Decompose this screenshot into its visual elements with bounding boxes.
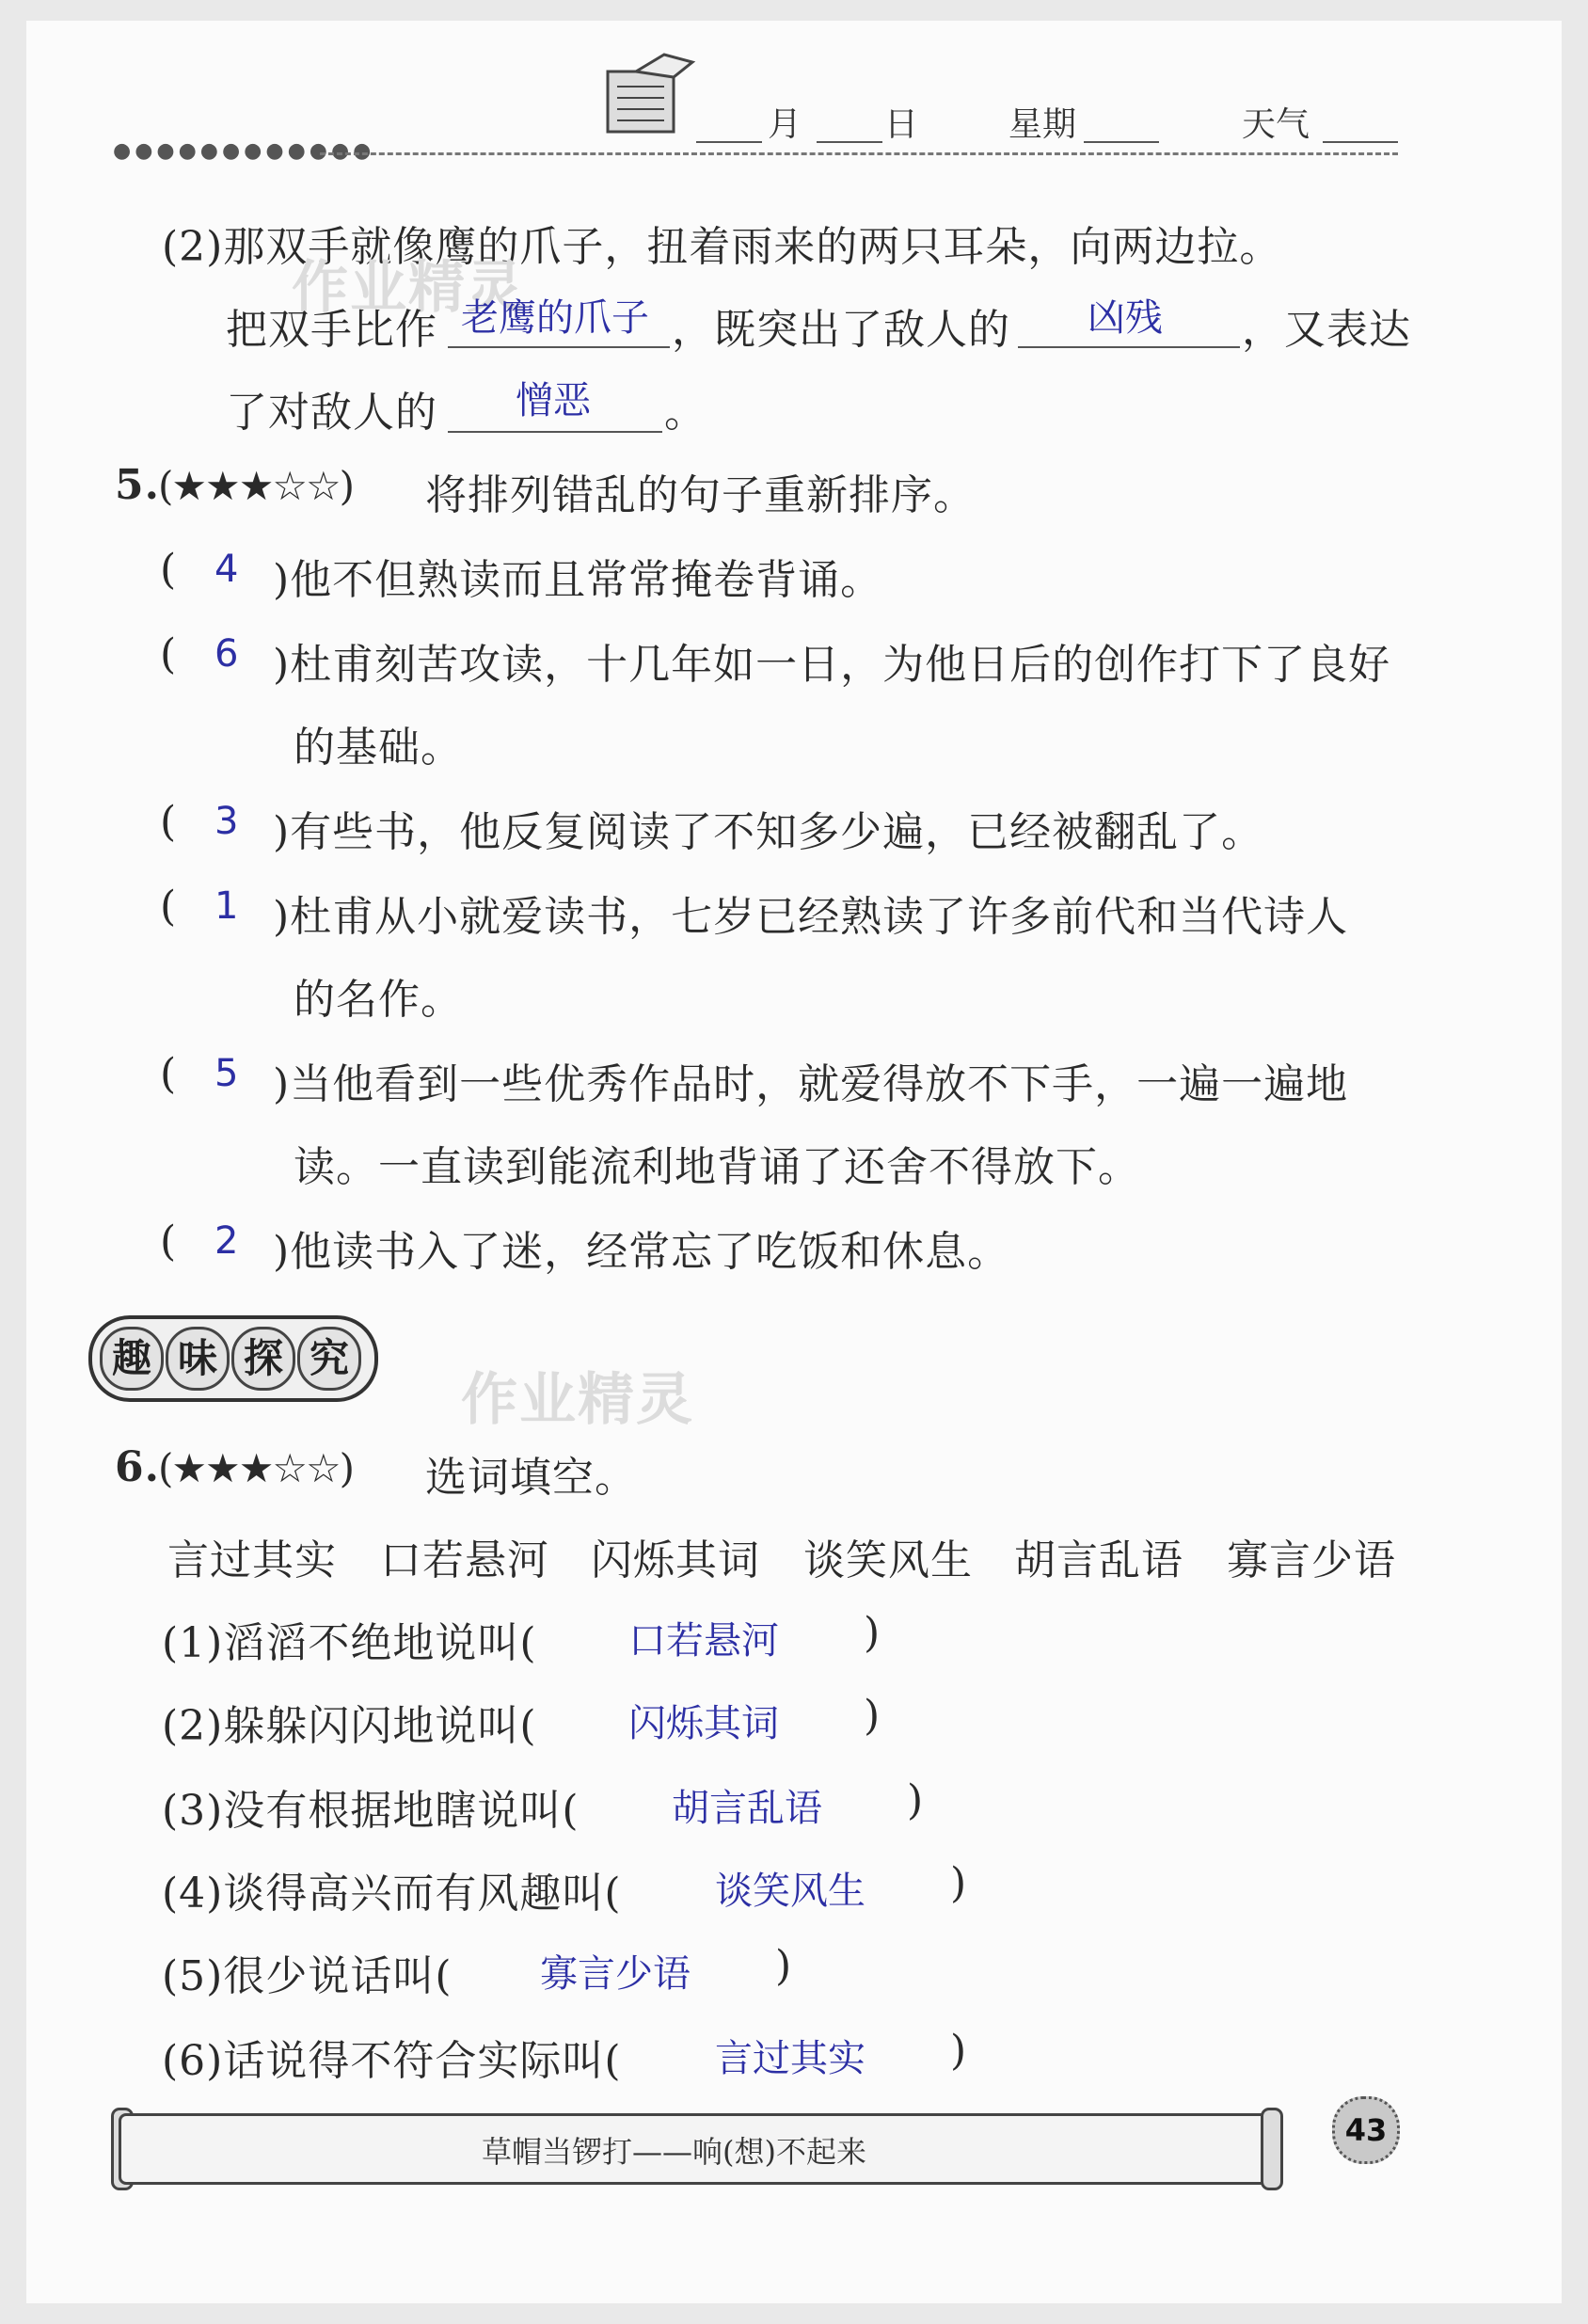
- q5-item1-paren: (: [160, 546, 177, 594]
- q4-2-line1-a: 把双手比作: [226, 306, 437, 354]
- q5-item2-text-cont: 的基础。: [294, 724, 463, 772]
- q5-prompt: 将排列错乱的句子重新排序。: [425, 471, 976, 519]
- watermark-2: 作业精灵: [461, 1367, 694, 1433]
- q5-item4-answer: 1: [214, 884, 239, 928]
- q6-item3-question: (3)没有根据地瞎说叫(: [162, 1787, 580, 1835]
- q6-word-4: 谈笑风生: [803, 1536, 973, 1584]
- q5-item5-text-cont: 读。一直读到能流利地背诵了还舍不得放下。: [294, 1143, 1140, 1191]
- q5-item3-paren: (: [160, 798, 177, 846]
- q5-item4-text-cont: 的名作。: [294, 976, 463, 1024]
- q5-difficulty-stars: (★★★☆☆): [158, 463, 354, 509]
- q5-item1-text: )他不但熟读而且常常掩卷背诵。: [273, 556, 883, 604]
- q5-item6-text: )他读书入了迷，经常忘了吃饭和休息。: [273, 1228, 1010, 1276]
- q6-number: 6.: [115, 1443, 160, 1491]
- header-dots: ●●●●●●●●●●●●: [113, 139, 375, 163]
- q6-item2-close: ): [864, 1692, 881, 1740]
- scroll-right-roll: [1261, 2108, 1283, 2190]
- month-blank[interactable]: [696, 141, 762, 143]
- q5-item4-text: )杜甫从小就爱读书，七岁已经熟读了许多前代和当代诗人: [273, 893, 1349, 941]
- q6-item3-answer: 胡言乱语: [672, 1787, 822, 1830]
- q5-item3-text: )有些书，他反复阅读了不知多少遍，已经被翻乱了。: [273, 808, 1264, 856]
- q6-item6-answer: 言过其实: [715, 2037, 865, 2080]
- weather-blank[interactable]: [1323, 141, 1398, 143]
- q4-2-line2-a: 了对敌人的: [226, 389, 437, 437]
- q6-item5-answer: 寡言少语: [540, 1952, 691, 1996]
- q6-difficulty-stars: (★★★☆☆): [158, 1445, 354, 1491]
- q4-2-answer2: 凶残: [1088, 296, 1163, 340]
- q6-item4-close: ): [950, 1859, 967, 1907]
- day-label: 日: [884, 105, 919, 144]
- q4-2-line2-b: 。: [664, 389, 707, 437]
- q6-item1-close: ): [864, 1609, 881, 1657]
- q5-item2-answer: 6: [214, 632, 239, 676]
- q5-item4-paren: (: [160, 883, 177, 931]
- q6-word-2: 口若悬河: [380, 1536, 549, 1584]
- q5-item5-answer: 5: [214, 1052, 239, 1095]
- q6-item2-answer: 闪烁其词: [628, 1702, 779, 1745]
- q6-word-1: 言过其实: [167, 1536, 337, 1584]
- q6-word-5: 胡言乱语: [1014, 1536, 1183, 1584]
- weekday-blank[interactable]: [1084, 141, 1159, 143]
- q4-2-line1-c: ，又表达: [1242, 306, 1411, 354]
- footer-saying: 草帽当锣打——响(想)不起来: [482, 2134, 866, 2170]
- q6-word-3: 闪烁其词: [591, 1536, 760, 1584]
- q5-number: 5.: [115, 461, 160, 509]
- q6-item2-question: (2)躲躲闪闪地说叫(: [162, 1702, 537, 1750]
- header-divider: [320, 152, 1398, 155]
- q6-item4-answer: 谈笑风生: [715, 1870, 865, 1913]
- q5-item6-answer: 2: [214, 1219, 239, 1263]
- q5-item5-text: )当他看到一些优秀作品时，就爱得放不下手，一遍一遍地: [273, 1060, 1349, 1108]
- section-char-3: 探: [231, 1327, 295, 1391]
- weather-label: 天气: [1242, 105, 1310, 144]
- q6-item1-answer: 口若悬河: [628, 1619, 779, 1663]
- q6-item5-question: (5)很少说话叫(: [162, 1952, 453, 2000]
- q6-item1-question: (1)滔滔不绝地说叫(: [162, 1619, 537, 1667]
- q5-item2-text: )杜甫刻苦攻读，十几年如一日，为他日后的创作打下了良好: [273, 641, 1391, 689]
- q6-item5-close: ): [775, 1942, 792, 1990]
- weekday-label: 星期: [1008, 105, 1077, 144]
- q6-item3-close: ): [907, 1776, 924, 1824]
- section-char-2: 味: [166, 1327, 230, 1391]
- q6-item6-question: (6)话说得不符合实际叫(: [162, 2037, 622, 2085]
- q5-item6-paren: (: [160, 1218, 177, 1265]
- q4-2-answer3: 憎恶: [516, 379, 591, 422]
- q4-2-blank1[interactable]: [448, 346, 670, 348]
- section-badge: [88, 1315, 378, 1402]
- section-char-1: 趣: [100, 1327, 164, 1391]
- q5-item5-paren: (: [160, 1050, 177, 1098]
- section-char-4: 究: [297, 1327, 361, 1391]
- q4-2-line1-b: ，既突出了敌人的: [672, 306, 1010, 354]
- q5-item2-paren: (: [160, 630, 177, 678]
- q6-item6-close: ): [950, 2027, 967, 2075]
- month-label: 月: [768, 105, 802, 144]
- q6-word-6: 寡言少语: [1227, 1536, 1396, 1584]
- q4-2-answer1: 老鹰的爪子: [461, 296, 649, 340]
- q6-item4-question: (4)谈得高兴而有风趣叫(: [162, 1870, 622, 1918]
- watermark: 作业精灵: [292, 255, 525, 321]
- q5-item3-answer: 3: [214, 800, 239, 843]
- q4-2-blank2[interactable]: [1018, 346, 1240, 348]
- q4-2-sentence: (2)那双手就像鹰的爪子，扭着雨来的两只耳朵，向两边拉。: [162, 223, 1282, 271]
- page-number: 43: [1332, 2096, 1400, 2164]
- book-icon: [598, 49, 702, 139]
- q6-prompt: 选词填空。: [425, 1454, 637, 1502]
- day-blank[interactable]: [817, 141, 882, 143]
- q4-2-blank3[interactable]: [448, 431, 662, 433]
- q5-item1-answer: 4: [214, 548, 239, 591]
